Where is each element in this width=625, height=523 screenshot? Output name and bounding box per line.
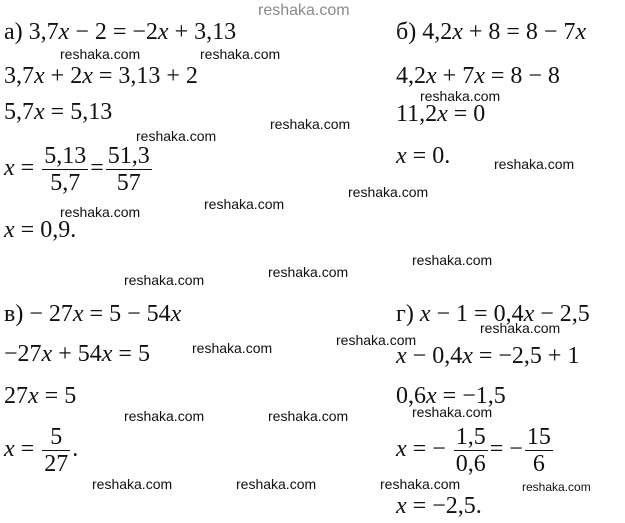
term: − 27 [23, 301, 73, 327]
var: x [41, 341, 53, 367]
fraction [525, 424, 553, 477]
term: = 3,13 + 2 [92, 63, 198, 89]
term: − 2,5 [534, 301, 590, 327]
watermark: reshaka.com [92, 476, 173, 492]
term: + 8 = 8 − 7 [462, 19, 576, 45]
denominator: 6 [532, 451, 545, 477]
watermark: reshaka.com [268, 408, 349, 424]
watermark: reshaka.com [480, 320, 561, 336]
watermark: reshaka.com [412, 404, 493, 420]
denominator: 5,7 [50, 170, 81, 196]
var: x [396, 436, 407, 463]
var: x [462, 343, 473, 369]
term: = 0. [406, 143, 451, 169]
term: = −2,5. [406, 493, 482, 519]
term: = −1,5 [436, 383, 506, 409]
var: x [452, 19, 463, 45]
solution-g-line-2 [396, 342, 579, 370]
term: − 2 = −2 [69, 19, 158, 45]
solution-v-line-1 [4, 300, 181, 328]
watermark: reshaka.com [494, 156, 575, 172]
watermark: reshaka.com [204, 196, 285, 212]
term: 5,7 [4, 99, 34, 125]
var: x [396, 493, 407, 519]
var: x [396, 143, 407, 169]
solution-a-line-5 [4, 216, 76, 244]
watermark: reshaka.com [268, 264, 349, 280]
term: = 5,13 [44, 99, 113, 125]
watermark: reshaka.com [412, 252, 493, 268]
term: 3,7 [28, 19, 59, 45]
watermark: reshaka.com [136, 128, 217, 144]
term: = [14, 436, 35, 463]
watermark: reshaka.com [348, 184, 429, 200]
var: x [4, 217, 15, 243]
fraction [106, 143, 152, 196]
solution-a-line-4 [4, 143, 154, 196]
watermark: reshaka.com [380, 476, 461, 492]
term: 11,2 [396, 101, 438, 127]
solution-b-line-3 [396, 100, 485, 128]
var: x [523, 301, 535, 327]
watermark: reshaka.com [270, 116, 351, 132]
var: x [157, 19, 169, 45]
numerator: 5 [42, 424, 70, 451]
watermark: reshaka.com [236, 476, 317, 492]
var: x [58, 19, 70, 45]
var: x [28, 383, 39, 409]
numerator: 51,3 [107, 143, 150, 169]
term: = 0 [447, 101, 486, 127]
watermark: reshaka.com [60, 46, 141, 62]
solution-a-line-3 [4, 98, 112, 126]
solution-b-line-4 [396, 142, 450, 170]
watermark: reshaka.com [60, 204, 141, 220]
term: + 54 [52, 341, 102, 367]
watermark: reshaka.com [522, 480, 591, 494]
term: = 0,9. [14, 217, 77, 243]
term: − 0,4 [406, 343, 463, 369]
fraction [454, 424, 488, 477]
solution-g-line-5 [396, 492, 482, 520]
solution-a-line-2 [4, 62, 198, 90]
var: x [413, 301, 431, 327]
term: . [72, 436, 79, 463]
numerator: 1,5 [455, 424, 486, 450]
label-b: б) [396, 19, 417, 45]
term: + 7 [436, 63, 475, 89]
var: x [396, 343, 407, 369]
term: −27 [4, 341, 42, 367]
var: x [4, 155, 15, 182]
var: x [82, 63, 93, 89]
numerator: 5,13 [44, 143, 87, 169]
term: = 5 − 54 [83, 301, 171, 327]
term: = 5 [38, 383, 77, 409]
term: = −2,5 + 1 [472, 343, 580, 369]
denominator: 0,6 [455, 451, 486, 477]
watermark: reshaka.com [200, 46, 281, 62]
label-a: а) [4, 19, 23, 45]
var: x [4, 436, 15, 463]
term: = − [489, 436, 523, 463]
term: 4,2 [422, 19, 453, 45]
watermark: reshaka.com [124, 408, 205, 424]
term: 0,6 [396, 383, 426, 409]
term: = [90, 155, 104, 182]
term: − 1 = 0,4 [430, 301, 524, 327]
term: 3,7 [4, 63, 34, 89]
numerator: 15 [526, 424, 551, 450]
solution-b-line-2 [396, 62, 560, 90]
watermark-top: reshaka.com [258, 2, 350, 19]
term: 4,2 [396, 63, 426, 89]
var: x [474, 63, 485, 89]
solution-v-line-3 [4, 382, 76, 410]
var: x [426, 383, 437, 409]
label-g: г) [396, 301, 414, 327]
solution-a-line-1 [4, 18, 236, 46]
denominator: 27 [44, 451, 69, 477]
var: x [426, 63, 437, 89]
label-v: в) [4, 301, 24, 327]
term: = 8 − 8 [484, 63, 560, 89]
fraction [42, 424, 70, 477]
var: x [575, 19, 587, 45]
var: x [101, 341, 113, 367]
watermark: reshaka.com [192, 340, 273, 356]
watermark: reshaka.com [420, 88, 501, 104]
term: + 2 [44, 63, 83, 89]
var: x [34, 99, 45, 125]
term: 27 [4, 383, 28, 409]
var: x [170, 301, 182, 327]
solution-g-line-4 [396, 424, 555, 477]
var: x [34, 63, 45, 89]
term: = 5 [112, 341, 150, 367]
var: x [437, 101, 448, 127]
watermark: reshaka.com [336, 332, 417, 348]
watermark: reshaka.com [124, 272, 205, 288]
solution-b-line-1 [396, 18, 586, 46]
term: = [14, 155, 35, 182]
solution-v-line-4 [4, 424, 78, 477]
fraction [42, 143, 88, 196]
solution-v-line-2 [4, 340, 150, 368]
term: + 3,13 [168, 19, 237, 45]
var: x [72, 301, 84, 327]
denominator: 57 [116, 170, 141, 196]
term: = − [406, 436, 446, 463]
